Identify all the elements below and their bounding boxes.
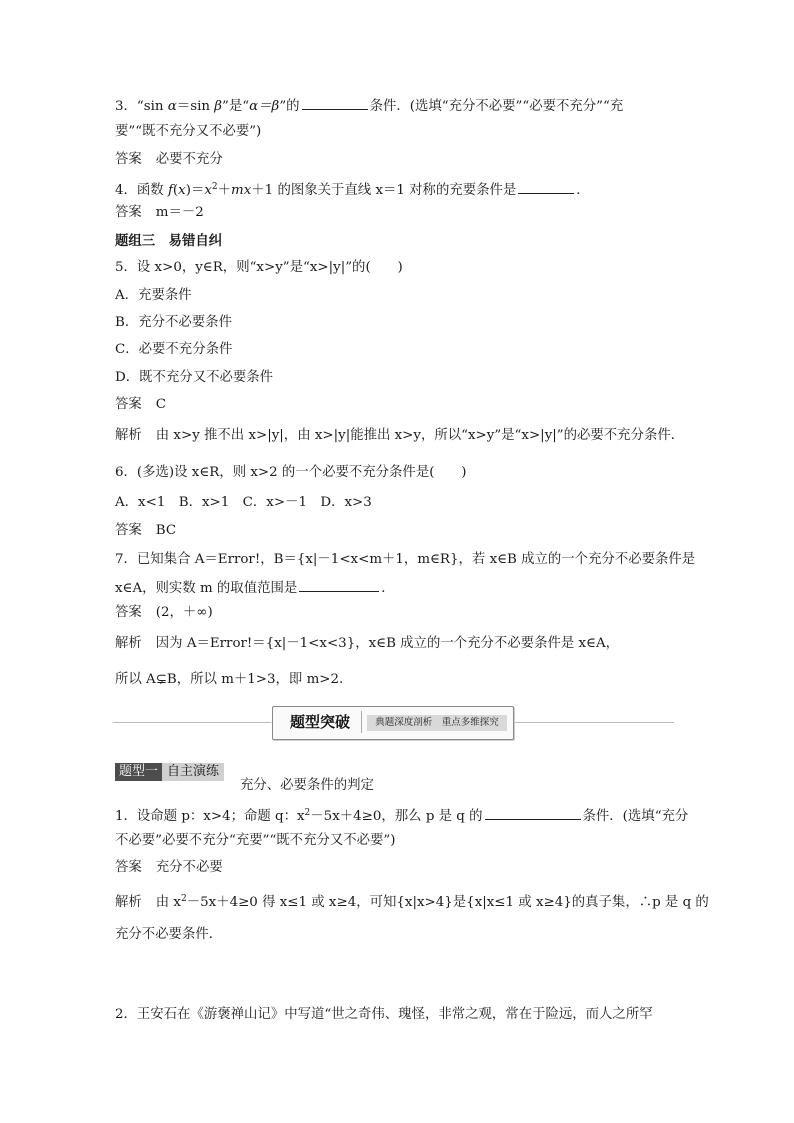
group-heading: 题组三 易错自纠 [115, 233, 223, 249]
p1-text-c: 条件．(选填“充分 [582, 809, 689, 824]
q3-text-c: ”是“ [222, 99, 250, 114]
p1-blank[interactable] [485, 806, 581, 820]
answer-value: 充分不必要 [155, 860, 223, 875]
q3-alpha: α [167, 99, 177, 114]
analysis-sup: 2 [180, 894, 187, 904]
q4-paren: ( [172, 183, 179, 198]
q4-answer [115, 204, 204, 222]
q4-plus: ＋ [217, 183, 232, 198]
q4-f: f [167, 183, 173, 198]
q4-dot: ． [576, 183, 590, 198]
type-tag [115, 763, 224, 781]
p1-analysis [115, 890, 709, 912]
q7-answer [115, 604, 213, 622]
q4-line1 [115, 178, 590, 200]
q5-analysis [115, 427, 684, 445]
divider-right [514, 722, 674, 723]
q5-option-d: D．既不充分又不必要条件 [115, 370, 274, 385]
banner-subtitle: 典题深度剖析 重点多维探究 [367, 715, 507, 731]
q3-line2: 要”“既不充分又不必要”) [115, 124, 262, 139]
q7-text-a: x∈A，则实数 m 的取值范围是 [115, 581, 298, 596]
q3-answer [115, 151, 223, 169]
p1-answer [115, 859, 223, 877]
q4-text-a: 4．函数 [115, 183, 168, 198]
answer-label: 答案 [115, 605, 142, 620]
q6-options: A．x<1 B．x>1 C．x>－1 D．x>3 [115, 495, 372, 510]
q7-blank[interactable] [299, 578, 379, 592]
q5-option-b: B．充分不必要条件 [115, 315, 232, 330]
answer-value: 必要不充分 [155, 152, 223, 167]
answer-label: 答案 [115, 397, 142, 412]
banner-title: 题型突破 [279, 711, 362, 733]
q6-stem: 6．(多选)设 x∈R，则 x>2 的一个必要不充分条件是( ) [115, 465, 467, 480]
p1-line1 [115, 804, 688, 826]
q5-option-a: A．充要条件 [115, 288, 192, 303]
answer-label: 答案 [115, 152, 142, 167]
q7-line1: 7．已知集合 A＝Error!，B＝{x|－1<x<m＋1，m∈R}，若 x∈B 成立的一个充分不必要条件是 [115, 552, 696, 567]
q3-blank[interactable] [302, 96, 368, 110]
answer-label: 答案 [115, 860, 142, 875]
p1-sup: 2 [304, 808, 311, 818]
q4-sup: 2 [211, 182, 218, 192]
analysis-label: 解析 [115, 428, 142, 443]
q3-line1 [115, 96, 623, 116]
q3-text-a: 3．“sin [115, 99, 168, 114]
p1-analysis-cont: 充分不必要条件． [115, 927, 223, 942]
q5-stem: 5．设 x>0，y∈R，则“x>y”是“x>|y|”的( ) [115, 260, 403, 275]
analysis-text: －5x＋4≥0 得 x≤1 或 x≥4，可知{x|x>4}是{x|x≤1 或 x≥4}的真子集，∴p 是 q 的 [186, 895, 709, 910]
p1-line2: 不必要”必要不充分“充要”“既不充分又不必要”) [115, 833, 396, 848]
q7-line2 [115, 578, 395, 598]
q6-answer [115, 522, 176, 540]
answer-value: BC [155, 523, 177, 538]
p1-text-b: －5x＋4≥0，那么 p 是 q 的 [310, 809, 483, 824]
analysis-text: 因为 A＝Error!＝{x|－1<x<3}，x∈B 成立的一个充分不必要条件是 x∈A， [155, 636, 620, 651]
q5-option-c: C．必要不充分条件 [115, 342, 233, 357]
answer-label: 答案 [115, 205, 142, 220]
answer-value: (2，＋∞) [155, 605, 213, 620]
q4-text-b: ＋1 的图象关于直线 x＝1 对称的充要条件是 [251, 183, 517, 198]
p2-line1: 2．王安石在《游褒禅山记》中写道“世之奇伟、瑰怪，非常之观，常在于险远，而人之所罕 [115, 1007, 653, 1022]
section-banner [272, 706, 514, 740]
q3-text-b: ＝sin [176, 99, 215, 114]
analysis-text: 由 x>y 推不出 x>|y|，由 x>|y|能推出 x>y，所以“x>y”是“x>|y|”的必要不充分条件． [155, 428, 685, 443]
type-heading: 充分、必要条件的判定 [240, 778, 374, 793]
q4-mx: mx [231, 183, 252, 198]
q3-beta: β [214, 99, 223, 114]
answer-value: C [155, 397, 167, 412]
analysis-text-a: 由 x [155, 895, 181, 910]
q4-x2: x [204, 183, 212, 198]
q3-text-d: ”的 [279, 99, 300, 114]
type-tag-label: 自主演练 [162, 763, 224, 781]
analysis-label: 解析 [115, 636, 142, 651]
answer-label: 答案 [115, 523, 142, 538]
analysis-label: 解析 [115, 895, 142, 910]
p1-text-a: 1．设命题 p：x>4；命题 q：x [115, 809, 305, 824]
q4-eq: )＝ [185, 183, 205, 198]
q5-answer [115, 396, 166, 414]
q7-analysis [115, 635, 619, 653]
answer-value: m＝－2 [155, 205, 204, 220]
q4-x: x [178, 183, 186, 198]
q3-text-e: 条件．(选填“充分不必要”“必要不充分”“充 [369, 99, 624, 114]
q7-text-b: ． [381, 581, 395, 596]
q7-analysis-cont: 所以 A⊊B，所以 m＋1>3，即 m>2. [115, 672, 344, 687]
divider-left [113, 722, 271, 723]
q4-blank[interactable] [518, 180, 574, 194]
q3-cond: α＝β [249, 99, 280, 114]
type-tag-number: 题型一 [115, 763, 162, 781]
